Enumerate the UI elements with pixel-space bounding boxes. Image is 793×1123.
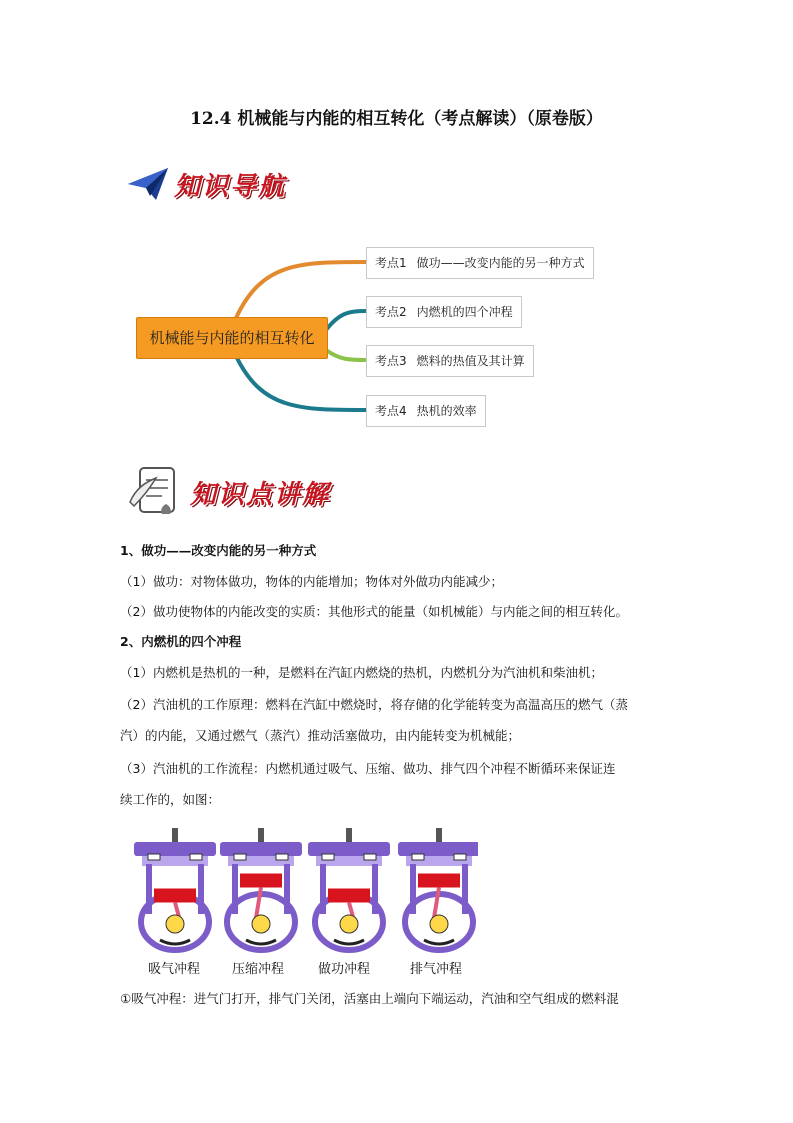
section-2-para-1: （1）内燃机是热机的一种，是燃料在汽缸内燃烧的热机，内燃机分为汽油机和柴油机；	[120, 665, 603, 680]
section-2-para-2a: （2）汽油机的工作原理：燃料在汽缸中燃烧时，将存储的化学能转变为高温高压的燃气（蒸	[120, 697, 628, 712]
piston	[154, 889, 196, 903]
connector-1	[236, 262, 366, 318]
section-1-para-1: （1）做功：对物体做功，物体的内能增加；物体对外做功内能减少；	[120, 574, 503, 589]
branch-text: 热机的效率	[416, 404, 477, 418]
stroke-caption-1: 吸气冲程	[147, 962, 200, 977]
mindmap-branch-3	[366, 345, 534, 377]
connector-2	[326, 311, 366, 330]
branch-text: 内燃机的四个冲程	[416, 305, 513, 319]
section-2-para-2b: 汽）的内能，又通过燃气（蒸汽）推动活塞做功，由内能转变为机械能；	[120, 728, 521, 743]
section-2-para-4: ①吸气冲程：进气门打开，排气门关闭，活塞由上端向下端运动，汽油和空气组成的燃料混	[120, 991, 619, 1006]
mindmap-branch-2	[366, 296, 522, 328]
section-2-heading: 2、内燃机的四个冲程	[120, 634, 242, 649]
section-2-para-3a: （3）汽油机的工作流程：内燃机通过吸气、压缩、做功、排气四个冲程不断循环来保证连	[120, 761, 616, 776]
piston	[418, 874, 460, 888]
branch-label: 考点4	[375, 404, 407, 418]
section-1-para-2: （2）做功使物体的内能改变的实质：其他形式的能量（如机械能）与内能之间的相互转化。	[120, 604, 628, 619]
branch-text: 燃料的热值及其计算	[416, 354, 525, 368]
stroke-caption-3: 做功冲程	[317, 962, 370, 977]
piston	[240, 874, 282, 888]
mindmap-branch-4	[366, 395, 486, 427]
engine-diagram-2	[220, 828, 302, 950]
explain-banner	[126, 462, 366, 522]
mindmap-central-node: 机械能与内能的相互转化	[136, 317, 328, 359]
mindmap-branch-1	[366, 247, 594, 279]
branch-label: 考点3	[375, 354, 407, 368]
explain-banner-text: 知识点讲解	[190, 480, 331, 510]
branch-label: 考点1	[375, 256, 407, 270]
engine-strokes-svg	[128, 824, 478, 954]
engine-diagram-4	[398, 828, 478, 950]
nav-banner-text: 知识导航	[174, 172, 287, 202]
engine-strokes-figure	[128, 824, 478, 954]
section-1-heading: 1、做功——改变内能的另一种方式	[120, 543, 317, 558]
connector-4	[236, 356, 366, 410]
stroke-caption-4: 排气冲程	[409, 962, 462, 977]
connector-3	[326, 350, 366, 360]
mindmap-connectors	[0, 0, 793, 460]
scroll-quill-icon	[126, 462, 182, 520]
page-title: 12.4 机械能与内能的相互转化（考点解读）（原卷版）	[190, 109, 603, 129]
branch-label: 考点2	[375, 305, 407, 319]
stroke-caption-2: 压缩冲程	[231, 962, 284, 977]
engine-diagram-3	[308, 828, 390, 950]
engine-diagram-1	[134, 828, 216, 950]
section-2-para-3b: 续工作的，如图：	[120, 792, 221, 807]
branch-text: 做功——改变内能的另一种方式	[416, 256, 585, 270]
piston	[328, 889, 370, 903]
